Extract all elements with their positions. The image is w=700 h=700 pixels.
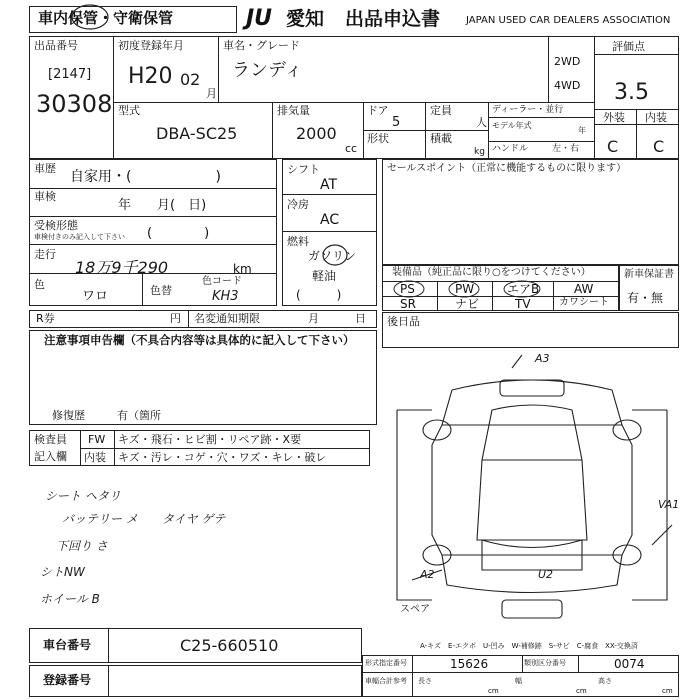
caution-label: 注意事項申告欄（不具合内容等は具体的に記入して下さい） [44, 333, 355, 347]
note-5: ホイール B [40, 592, 100, 606]
repair-value: 有（箇所 [117, 409, 161, 422]
fuel-diesel: 軽油 [312, 269, 337, 283]
doors-label: ドア [367, 104, 389, 117]
score-ext-label: 外装 [603, 111, 625, 124]
equip-navi: ナビ [455, 297, 480, 311]
score-int-label: 内装 [645, 111, 667, 124]
score-label: 評価点 [612, 40, 645, 53]
ac-value: AC [320, 212, 340, 228]
mileage-value: 18万9千290 [75, 258, 169, 277]
color-code-label: 色コード [202, 276, 242, 287]
dims-length: 長さ [418, 677, 432, 685]
history-label: 車歴 [34, 162, 56, 175]
repair-label: 修復歴 [52, 409, 85, 422]
note-1: シート ヘタリ [45, 489, 121, 503]
registration-month: 02 [180, 70, 201, 89]
score-value: 3.5 [614, 80, 649, 105]
color-value: ワロ [82, 289, 109, 304]
equip-tv: TV [515, 297, 531, 311]
load-label: 積載 [430, 132, 452, 145]
chassis-value: C25-660510 [180, 636, 279, 655]
equipment-label: 装備品（純正品に限り○をつけてください） [392, 267, 591, 278]
dims-label: 車幅合計参考 [365, 677, 407, 685]
color-change-label: 色替 [150, 284, 172, 297]
car-label: 車名・グレード [223, 39, 300, 52]
acceptance-value: ( ) [147, 226, 210, 241]
fw-text: キズ・飛石・ヒビ割・リペア跡・X要 [118, 433, 302, 446]
note-3: 下回り さ [56, 539, 108, 553]
notice-day: 日 [355, 312, 366, 325]
shift-value: AT [320, 177, 338, 193]
registration-label: 初度登録年月 [118, 39, 184, 52]
dealer-year: 年 [578, 126, 586, 135]
in-text: キズ・汚レ・コゲ・穴・ワズ・キレ・破レ [118, 451, 327, 464]
document-title: 出品申込書 [345, 8, 441, 30]
notice-month: 月 [308, 312, 319, 325]
mileage-label: 走行 [34, 248, 56, 261]
storage-label: 車内保管・守衛保管 [38, 9, 174, 27]
shift-label: シフト [287, 163, 320, 176]
lot-sub: [2147] [48, 67, 92, 82]
circle-mark-storage [70, 3, 110, 33]
car-name: ランディ [232, 60, 303, 81]
mark-top: A3 [535, 352, 550, 365]
shape-label: 形状 [367, 132, 389, 145]
mark-bottom: スペア [400, 604, 430, 615]
fw-label: FW [88, 433, 106, 446]
class-number-value: 0074 [614, 657, 645, 671]
dealer-label: ディーラー・並行 [492, 105, 564, 115]
sales-box [382, 159, 679, 265]
displacement-label: 排気量 [277, 104, 310, 117]
dealer-model-year: モデル年式 [492, 121, 532, 130]
history-value: 自家用・( ) [70, 169, 221, 185]
equip-airbag: エアB [507, 282, 540, 296]
equip-sr: SR [400, 297, 416, 311]
type-designation-label: 形式指定番号 [365, 659, 407, 667]
sales-label: セールスポイント（正常に機能するものに限ります） [387, 163, 627, 174]
mark-right: VA1 [658, 498, 680, 511]
ju-logo: JU [246, 6, 273, 31]
in-label: 内装 [84, 451, 106, 464]
recycle-unit: 円 [170, 312, 181, 325]
type-designation-value: 15626 [450, 657, 489, 671]
notice-label: 名変通知期限 [194, 312, 260, 325]
mark-center: U2 [538, 568, 554, 581]
mileage-unit: km [233, 262, 252, 276]
class-number-label: 類別区分番号 [524, 659, 566, 667]
dims-width: 幅 [515, 677, 522, 685]
fuel-gas: ガソリン [308, 249, 357, 263]
model-label: 型式 [118, 104, 140, 117]
fuel-paren: ( ) [296, 288, 342, 302]
score-ext: C [607, 137, 619, 156]
warranty-value: 有・無 [627, 291, 664, 305]
model-value: DBA-SC25 [156, 124, 238, 143]
registration-era: H20 [128, 64, 173, 89]
inspection-label: 車検 [34, 190, 56, 203]
dims-unit-3: cm [662, 687, 673, 695]
checker-label-1: 検査員 [34, 433, 67, 446]
damage-legend: A-キズ E-エクボ U-凹み W-補修跡 S-サビ C-腐食 XX-交換済 [420, 642, 638, 650]
equip-aw: AW [574, 282, 594, 296]
drive-4wd: 4WD [554, 79, 581, 92]
equip-ps: PS [400, 282, 415, 296]
fuel-label: 燃料 [287, 235, 309, 248]
note-4: シトNW [40, 565, 85, 579]
dims-unit-2: cm [576, 687, 587, 695]
warranty-label: 新車保証書 [624, 269, 674, 280]
chassis-label: 車台番号 [43, 638, 92, 652]
dealer-handle: ハンドル [492, 144, 529, 154]
dealer-lr: 左・右 [552, 144, 580, 154]
displacement-value: 2000 [296, 124, 337, 143]
capacity-label: 定員 [430, 104, 452, 117]
mark-left: A2 [420, 568, 435, 581]
drive-2wd: 2WD [554, 55, 581, 68]
lot-label: 出品番号 [34, 39, 78, 52]
ac-label: 冷房 [287, 198, 309, 211]
regno-label: 登録番号 [43, 673, 92, 687]
registration-unit: 月 [206, 87, 217, 100]
acceptance-note: 車検付きのみ記入して下さい [34, 233, 125, 241]
color-code: KH3 [212, 289, 239, 304]
lot-number: 30308 [36, 90, 113, 118]
recycle-label: R券 [36, 312, 55, 325]
load-unit: kg [474, 147, 485, 157]
note-2: バッテリー メ タイヤ ゲテ [62, 512, 226, 526]
circle-mark-fuel [321, 243, 351, 267]
score-int: C [653, 137, 665, 156]
association-name: JAPAN USED CAR DEALERS ASSOCIATION [466, 15, 671, 26]
equip-leather: カワシート [559, 297, 609, 308]
dims-unit-1: cm [488, 687, 499, 695]
org-name: 愛知 [286, 8, 325, 30]
color-label: 色 [34, 278, 45, 291]
equip-pw: PW [455, 282, 475, 296]
posteriors-box [382, 312, 679, 348]
dims-height: 高さ [598, 677, 612, 685]
inspection-value: 年 月( 日) [118, 198, 207, 213]
acceptance-label: 受検形態 [34, 219, 78, 232]
checker-label-2: 記入欄 [34, 450, 67, 463]
car-diagram [382, 350, 682, 640]
equipment-circles [392, 279, 552, 299]
capacity-unit: 人 [476, 116, 487, 129]
displacement-unit: cc [345, 142, 358, 155]
doors-value: 5 [392, 115, 401, 130]
posteriors-label: 後日品 [387, 315, 420, 328]
